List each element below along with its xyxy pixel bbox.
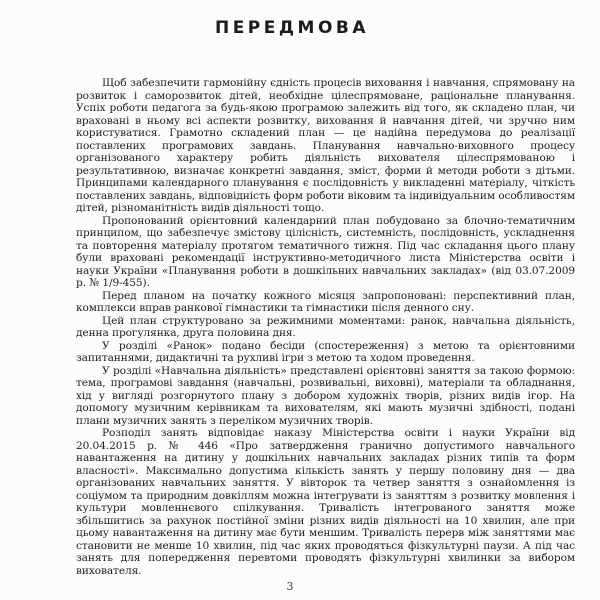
- paragraph: Пропонований орієнтовний календарний план побудовано за блочно-тематичним принципом, що забезпечує змістову цілісність, системність, послідовність, ускладнення та повторення матеріалу протягом тематичного тижня. Під час складання цього плану були враховані рекомендації інструктивно-методичного листа Міністерства освіти і науки України «Планування роботи в дошкільних навчальних закладах» (від 03.07.2009 р. № 1/9-455).: [76, 214, 575, 289]
- paragraph: Щоб забезпечити гармонійну єдність процесів виховання і навчання, спрямовану на розвиток і саморозвиток дітей, необхідне цілеспрямоване, раціональне планування. Успіх роботи педагога за будь-якою програмою залежить від того, як складено план, чи враховані в ньому всі аспекти розвитку, виховання й навчання дітей, чи зручно ним користуватися. Грамотно складений план — це надійна передумова до реалізації поставлених програмових завдань. Планування навчально-виховного процесу організованого характеру робить діяльність вихователя цілеспрямованою і результативною, визначає конкретні завдання, зміст, форми й методи роботи з дітьми. Принципами календарного планування є послідовність у викладенні матеріалу, чіткість поставлених завдань, відповідність форм роботи віковим та індивідуальним особливостям дітей, різноманітність видів діяльності тощо.: [76, 77, 575, 214]
- page-number: 3: [286, 580, 294, 593]
- paragraph: Розподіл занять відповідає наказу Міністерства освіти і науки України від 20.04.2015 р. № 446 «Про затвердження гранично допустимого навчального навантаження на дитину у дошкільних навчальних закладах різних типів та форм власності». Максимально допустима кількість занять у першу половину дня — два організованих навчальних заняття. У вівторок та четвер заняття з ознайомлення із соціумом та природним довкіллям можна інтегрувати із заняттям з розвитку мовлення і культури мовленнєвого спілкування. Тривалість інтегрованого заняття може збільшитись за рахунок постійної зміни різних видів діяльності на 10 хвилин, але при цьому навантаження на дитину має бути меншим. Тривалість перерв між заняттями має становити не менше 10 хвилин, під час яких проводяться фізкультурні паузи. А під час занять для попередження перевтоми проводять фізкультурні хвилинки за вибором вихователя.: [76, 427, 575, 577]
- paragraph: У розділі «Ранок» подано бесіди (спостереження) з метою та орієнтовними запитаннями, дидактичні та рухливі ігри з метою та ходом проведення.: [76, 339, 575, 364]
- paragraph: Цей план структуровано за режимними моментами: ранок, навчальна діяльність, денна прогулянка, друга половина дня.: [76, 314, 575, 339]
- preface-body: [76, 77, 575, 577]
- paragraph: Перед планом на початку кожного місяця запропоновані: перспективний план, комплекси вправ ранкової гімнастики та гімнастики після денного сну.: [76, 289, 575, 314]
- paragraph: У розділі «Навчальна діяльність» представлені орієнтовні заняття за такою формою: тема, програмові завдання (навчальні, розвивальні, виховні), матеріали та обладнання, хід у вигляді розгорнутого плану з добором художніх творів, різних видів ігор. На допомогу музичним керівникам та вихователям, які мають музичні здібності, подані плани музичних занять з переліком музичних творів.: [76, 364, 575, 427]
- page-title: ПЕРЕДМОВА: [214, 18, 370, 39]
